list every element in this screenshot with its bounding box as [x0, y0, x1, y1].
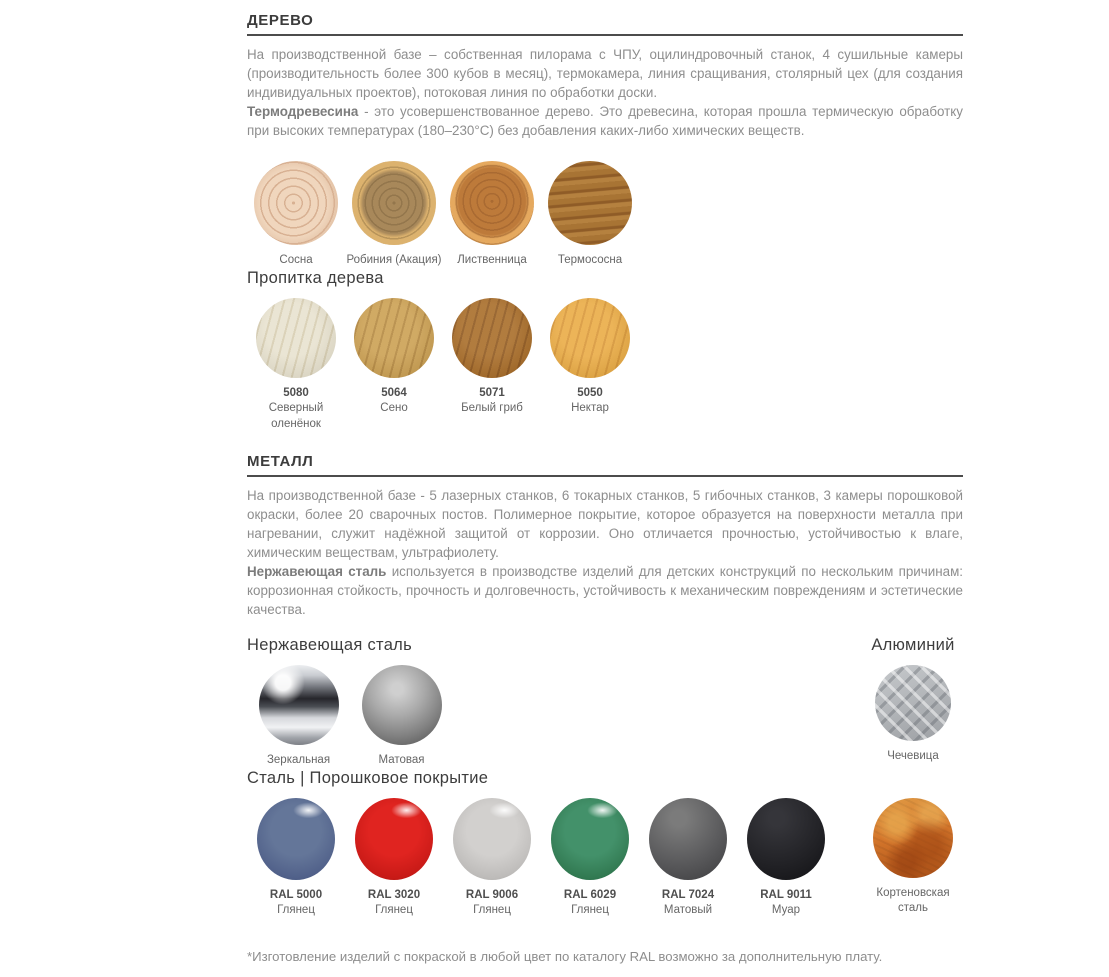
- stain-5080-image: [256, 298, 336, 378]
- aluminium-diamond-plate-image: [875, 665, 951, 741]
- ral-9006-label: [466, 888, 518, 919]
- thermopine-grain-image: [548, 161, 632, 245]
- wood-swatch-thermopine: [541, 161, 639, 269]
- ral-finish: Муар: [771, 904, 801, 917]
- wood-impregnation-row: [247, 298, 963, 433]
- impregnation-title: Пропитка дерева: [247, 268, 384, 287]
- stain-swatch-5071: [443, 298, 541, 417]
- ral-3020-label: [368, 888, 420, 919]
- metal-section: [247, 453, 963, 964]
- corten-steel-label: Кортеновская сталь: [876, 886, 950, 915]
- ral-finish: Глянец: [571, 904, 609, 917]
- corten-steel-image: [873, 798, 953, 878]
- stainless-aluminium-headings: [247, 636, 963, 655]
- stain-name: Белый гриб: [461, 402, 523, 415]
- ral-swatch-6029: [541, 798, 639, 919]
- mirror-steel-label: Зеркальная: [266, 754, 331, 767]
- stainless-row: [247, 665, 963, 769]
- aluminium-swatch-lentil: [863, 665, 963, 765]
- robinia-label: Робиния (Акация): [346, 254, 442, 267]
- stain-name: Нектар: [571, 402, 609, 415]
- ral-code: RAL 7024: [661, 888, 715, 901]
- metal-paragraph-production: На производственной базе - 5 лазерных станков, 6 токарных станков, 5 гибочных станков, 3 камеры порошковой окраски, более 20 сварочных постов. Полимерное покрытие, которое образуется на поверхности металла при нагревании, служит надёжной защитой от коррозии. Оно отличается прочностью, устойчивостью к влаге, химическим веществам, ультрафиолету.: [247, 488, 963, 561]
- aluminium-lentil-label: Чечевица: [887, 750, 939, 763]
- thermowood-rest-text: - это усовершенствованное дерево. Это древесина, которая прошла термическую обработку при высоких температурах (180–230°С) без добавления каких-либо химических веществ.: [247, 104, 963, 139]
- ral-9006-sphere-image: [453, 798, 531, 880]
- ral-5000-sphere-image: [257, 798, 335, 880]
- stain-5050-image: [550, 298, 630, 378]
- stain-code: 5064: [381, 386, 407, 399]
- ral-finish: Глянец: [277, 904, 315, 917]
- stain-code: 5080: [283, 386, 309, 399]
- ral-3020-sphere-image: [355, 798, 433, 880]
- matte-steel-label: Матовая: [378, 754, 425, 767]
- wood-paragraph-thermowood: [247, 102, 963, 140]
- metal-section-title: МЕТАЛЛ: [247, 453, 314, 471]
- matte-steel-sphere-image: [362, 665, 442, 745]
- wood-swatch-larch: [443, 161, 541, 269]
- ral-swatch-7024: [639, 798, 737, 919]
- pine-label: Сосна: [279, 254, 313, 267]
- ral-5000-label: [270, 888, 322, 919]
- stain-5064-image: [354, 298, 434, 378]
- ral-code: RAL 6029: [563, 888, 617, 901]
- wood-section: [247, 12, 963, 432]
- ral-swatch-9011: [737, 798, 835, 919]
- stainless-lead-text: Нержавеющая сталь: [247, 564, 387, 580]
- ral-9011-sphere-image: [747, 798, 825, 880]
- ral-7024-sphere-image: [649, 798, 727, 880]
- stain-swatch-5080: [247, 298, 345, 433]
- powder-coating-title: Сталь | Порошковое покрытие: [247, 768, 489, 787]
- metal-section-divider: [247, 475, 963, 477]
- stain-5071-image: [452, 298, 532, 378]
- wood-swatch-robinia: [345, 161, 443, 269]
- stain-5080-label: [253, 386, 339, 433]
- metal-paragraph-stainless: [247, 562, 963, 619]
- aluminium-title: Алюминий: [871, 636, 955, 655]
- pine-cross-section-image: [254, 161, 338, 245]
- ral-finish: Глянец: [375, 904, 413, 917]
- stainless-title: Нержавеющая сталь: [247, 636, 413, 655]
- wood-section-title: ДЕРЕВО: [247, 12, 314, 29]
- ral-swatch-5000: [247, 798, 345, 919]
- wood-swatch-pine: [247, 161, 345, 269]
- ral-finish: Глянец: [473, 904, 511, 917]
- stainless-swatch-mirror: [247, 665, 350, 769]
- stain-5064-label: [380, 386, 407, 417]
- ral-finish: Матовый: [663, 904, 713, 917]
- stain-swatch-5064: [345, 298, 443, 417]
- mirror-steel-sphere-image: [259, 665, 339, 745]
- wood-types-row: [247, 161, 963, 269]
- ral-9011-label: [760, 888, 812, 919]
- robinia-cross-section-image: [352, 161, 436, 245]
- stainless-swatch-matte: [350, 665, 453, 769]
- stainless-rest-text: используется в производстве изделий для детских конструкций по нескольким причинам: коррозионная стойкость, прочность и долговечность, устойчивость к механическим повреждениям и эстетические качества.: [247, 564, 963, 618]
- stain-code: 5071: [479, 386, 505, 399]
- ral-code: RAL 9006: [465, 888, 519, 901]
- stain-name: Сено: [380, 402, 408, 415]
- ral-code: RAL 5000: [269, 888, 323, 901]
- powder-coating-row: [247, 798, 963, 919]
- ral-7024-label: [662, 888, 714, 919]
- page-content: [247, 12, 963, 977]
- ral-code: RAL 3020: [367, 888, 421, 901]
- thermopine-label: Термососна: [557, 254, 623, 267]
- corten-steel-swatch: [863, 798, 963, 917]
- ral-6029-label: [564, 888, 616, 919]
- stain-code: 5050: [577, 386, 603, 399]
- ral-swatch-9006: [443, 798, 541, 919]
- ral-swatch-3020: [345, 798, 443, 919]
- stain-swatch-5050: [541, 298, 639, 417]
- stain-5071-label: [461, 386, 523, 417]
- larch-cross-section-image: [450, 161, 534, 245]
- ral-6029-sphere-image: [551, 798, 629, 880]
- thermowood-lead-text: Термодревесина: [247, 104, 359, 120]
- ral-code: RAL 9011: [760, 888, 812, 901]
- wood-paragraph-production: На производственной базе – собственная пилорама с ЧПУ, оцилиндровочный станок, 4 сушильные камеры (производительность более 300 кубов в месяц), термокамера, линия сращивания, столярный цех (для создания индивидуальных проектов), потоковая линия по обработки доски.: [247, 47, 963, 101]
- stain-5050-label: [571, 386, 609, 417]
- wood-section-divider: [247, 34, 963, 36]
- stain-name: Северный оленёнок: [268, 402, 324, 430]
- larch-label: Лиственница: [457, 254, 527, 267]
- ral-footnote: *Изготовление изделий с покраской в любой цвет по каталогу RAL возможно за дополнительную плату.: [247, 948, 883, 964]
